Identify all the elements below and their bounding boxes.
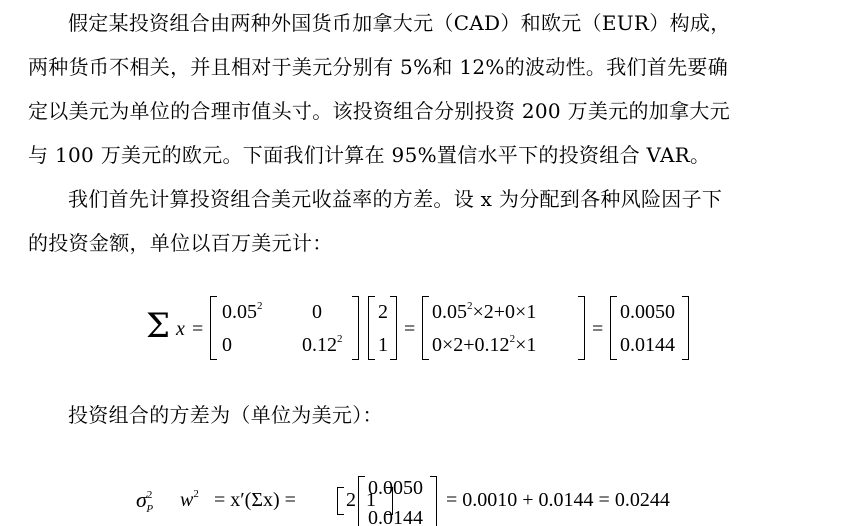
result-vector-right-bracket — [682, 296, 689, 360]
result-vector-left-bracket — [610, 296, 617, 360]
vector1-r1: 2 — [378, 301, 388, 323]
paragraph-1-line-2: 两种货币不相关，并且相对于美元分别有 5%和 12%的波动性。我们首先要确 — [28, 55, 728, 79]
col-vector-r2: 0.0144 — [368, 507, 423, 526]
matrix1-r2c2: 0.12$^2$ — [302, 333, 343, 356]
paragraph-1-line-3: 定以美元为单位的合理市值头寸。该投资组合分别投资 200 万美元的加拿大元 — [28, 99, 730, 123]
col-vector-right-bracket — [430, 476, 437, 526]
matrix2-r2: $0\times 2+0.12^2\times 1$ — [432, 333, 537, 356]
sigma-p-squared: $\sigma^2_P$ — [136, 487, 154, 516]
paragraph-3-line-1: 投资组合的方差为（单位为美元）： — [68, 403, 383, 427]
matrix1-r1c2: 0 — [312, 301, 322, 323]
paragraph-1-line-1: 假定某投资组合由两种外国货币加拿大元（CAD）和欧元（EUR）构成， — [68, 11, 731, 35]
paragraph-1-line-4: 与 100 万美元的欧元。下面我们计算在 95%置信水平下的投资组合 VAR。 — [28, 143, 711, 167]
vector1-r2: 1 — [378, 334, 388, 356]
col-vector-left-bracket — [358, 476, 365, 526]
summation-symbol: Σ — [146, 306, 171, 346]
matrix2-left-bracket — [422, 296, 429, 360]
eq2-result: = 0.0010 + 0.0144 = 0.0244 — [446, 489, 670, 511]
eq1-equals-1: = — [192, 318, 204, 340]
row-vector-left-bracket — [337, 487, 344, 515]
matrix1-r2c1: 0 — [222, 334, 232, 356]
eq2-middle-expression: = x′(Σx) = — [214, 489, 296, 511]
matrix2-right-bracket — [578, 296, 585, 360]
paragraph-2-line-1: 我们首先计算投资组合美元收益率的方差。设 x 为分配到各种风险因子下 — [68, 187, 723, 211]
eq1-equals-2: = — [404, 318, 416, 340]
vector1-left-bracket — [368, 296, 375, 360]
w-squared: $w^2$ — [180, 488, 199, 511]
eq1-lhs-variable: x — [176, 318, 185, 340]
row-vector-values: 2 1 — [346, 489, 376, 511]
matrix2-r1: $0.05^2\times 2+0\times 1$ — [432, 300, 537, 323]
col-vector-r1: 0.0050 — [368, 477, 423, 499]
vector1-right-bracket — [390, 296, 397, 360]
result-vector-r1: 0.0050 — [620, 301, 675, 323]
result-vector-r2: 0.0144 — [620, 334, 675, 356]
matrix1-r1c1: 0.05$^2$ — [222, 300, 263, 323]
matrix1-left-bracket — [210, 296, 217, 360]
matrix1-right-bracket — [352, 296, 359, 360]
paragraph-2-line-2: 的投资金额，单位以百万美元计： — [28, 231, 333, 255]
eq1-equals-3: = — [592, 318, 604, 340]
